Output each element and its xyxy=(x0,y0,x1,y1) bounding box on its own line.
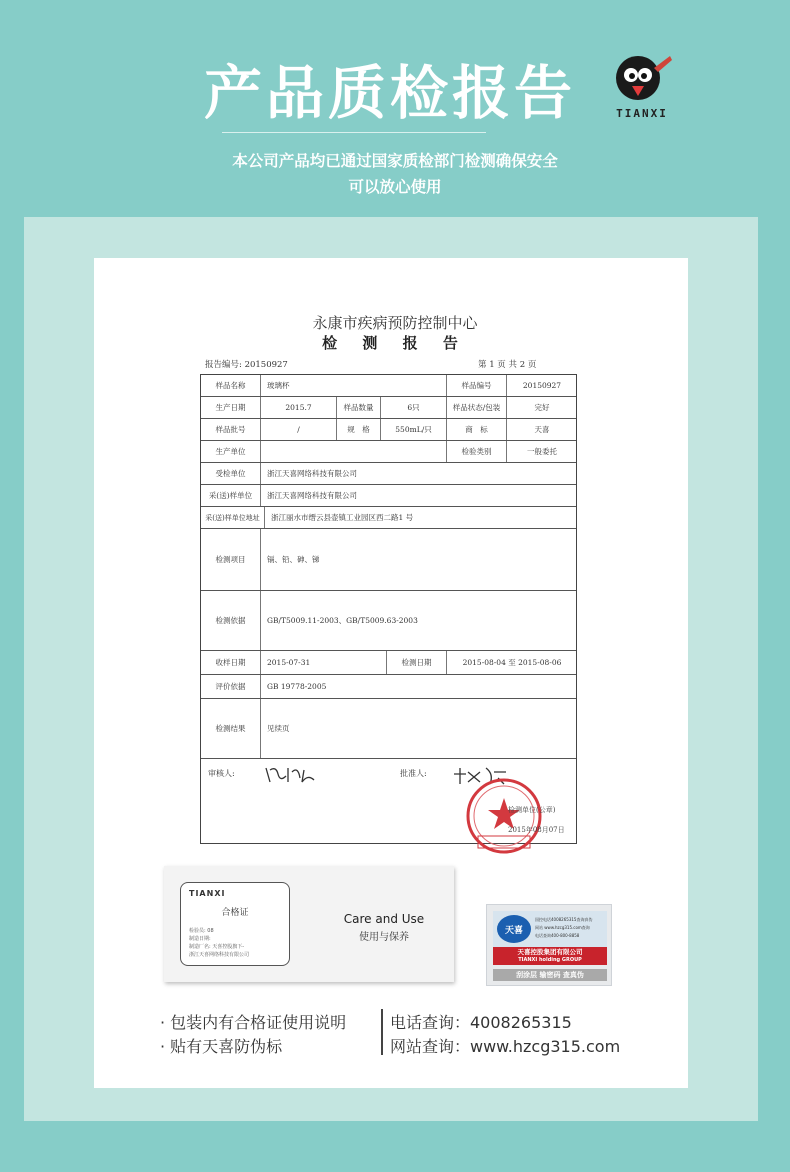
page-subtitle xyxy=(0,148,790,200)
table-cell-value: 6只 xyxy=(381,397,447,418)
brand-logo-text: TIANXI xyxy=(616,107,668,120)
table-cell-label: 样品状态/包装 xyxy=(447,397,507,418)
table-cell-value: 2015-07-31 xyxy=(261,651,387,674)
care-use-title-cn: 使用与保养 xyxy=(359,932,409,943)
table-row xyxy=(201,397,576,419)
table-cell-value: 550mL/只 xyxy=(381,419,447,440)
footer-website: 网站查询：www.hzcg315.com xyxy=(390,1037,621,1056)
table-cell-label: 收样日期 xyxy=(201,651,261,674)
table-cell-value: 一般委托 xyxy=(527,447,557,456)
table-cell-label: 评价依据 xyxy=(201,675,261,698)
brand-logo xyxy=(592,50,692,120)
report-title: 检 测 报 告 xyxy=(322,334,468,352)
footer-note-2: · 贴有天喜防伪标 xyxy=(160,1037,283,1056)
table-cell-label: 生产单位 xyxy=(201,441,261,462)
label-top-panel xyxy=(493,911,607,947)
table-cell-value: 镉、铅、砷、锑 xyxy=(267,555,320,564)
table-cell-value: 天喜 xyxy=(534,425,550,434)
footer-phone: 电话查询：4008265315 xyxy=(390,1013,572,1032)
label-badge: 天喜 xyxy=(497,915,531,943)
approver-label: 批准人: xyxy=(400,769,427,778)
footer-note-1: · 包装内有合格证使用说明 xyxy=(160,1013,347,1032)
table-row xyxy=(201,591,576,651)
table-cell-label: 样品批号 xyxy=(201,419,261,440)
reviewer-label: 审核人: xyxy=(208,769,235,778)
certificate-line: 检验员: 08 xyxy=(189,928,214,934)
table-row xyxy=(201,375,576,397)
certificate-line: 制造日期: xyxy=(189,936,211,942)
table-row xyxy=(201,699,576,759)
footer-divider xyxy=(381,1009,383,1055)
table-cell-value: 2015.7 xyxy=(261,397,337,418)
table-cell-value xyxy=(261,441,447,462)
table-row xyxy=(201,675,576,699)
page-title: 产品质检报告 xyxy=(203,59,576,127)
table-row xyxy=(201,441,576,463)
label-company-cn: 天喜控股集团有限公司 xyxy=(517,948,583,956)
certificate-brand: TIANXI xyxy=(189,889,226,898)
table-cell-value: 20150927 xyxy=(522,381,562,390)
table-row xyxy=(201,651,576,675)
table-cell-value: GB 19778-2005 xyxy=(267,682,327,691)
table-cell-label: 检验类别 xyxy=(447,441,507,462)
table-cell-value: 完好 xyxy=(534,403,550,412)
label-scratch-strip: 刮涂层 输密码 查真伪 xyxy=(493,969,607,981)
table-cell-label: 生产日期 xyxy=(201,397,261,418)
subtitle-line-1: 本公司产品均已通过国家质检部门检测确保安全 xyxy=(232,152,558,170)
stamp-caption: 检测单位(公章) xyxy=(508,806,556,814)
label-company-en: TIANXI holding GROUP xyxy=(518,957,582,963)
label-line: 国控电话4008265315查询真伪 xyxy=(535,917,593,922)
table-cell-label: 样品数量 xyxy=(337,397,381,418)
table-cell-label: 样品名称 xyxy=(201,375,261,396)
reviewer-signature xyxy=(262,762,322,786)
table-row xyxy=(201,529,576,591)
table-cell-value: / xyxy=(261,419,337,440)
table-cell-label: 检测项目 xyxy=(201,529,261,590)
table-cell-value: 浙江天喜网络科技有限公司 xyxy=(267,469,357,478)
table-cell-label: 商 标 xyxy=(447,419,507,440)
table-cell-label: 检测结果 xyxy=(201,699,261,758)
official-seal xyxy=(456,776,552,856)
label-line: 电话查询400-800-8858 xyxy=(535,933,580,938)
table-row xyxy=(201,419,576,441)
label-line: 网站 www.hzcg315.com查询 xyxy=(535,925,590,930)
report-organization: 永康市疾病预防控制中心 xyxy=(312,314,478,332)
table-cell-label: 规 格 xyxy=(337,419,381,440)
certificate-inner-box xyxy=(180,882,290,966)
anti-counterfeit-label xyxy=(486,904,612,986)
table-row xyxy=(201,485,576,507)
care-use-title-en: Care and Use xyxy=(343,912,425,926)
subtitle-line-2: 可以放心使用 xyxy=(348,178,442,196)
table-cell-label: 采(送)样单位 xyxy=(201,485,261,506)
table-cell-value: 2015-08-04 至 2015-08-06 xyxy=(462,658,562,667)
table-cell-label: 受检单位 xyxy=(201,463,261,484)
header-divider xyxy=(222,132,486,133)
table-cell-label: 样品编号 xyxy=(447,375,507,396)
certificate-card xyxy=(164,866,454,982)
certificate-title: 合格证 xyxy=(221,908,249,918)
table-row xyxy=(201,463,576,485)
report-number: 报告编号: 20150927 xyxy=(205,360,288,370)
label-company-band xyxy=(493,947,607,965)
table-cell-value: 见续页 xyxy=(267,724,290,733)
certificate-line: 制造厂名: 天喜控股旗下- xyxy=(189,944,245,950)
table-cell-label: 采(送)样单位地址 xyxy=(201,507,265,528)
table-cell-value: 浙江天喜网络科技有限公司 xyxy=(267,491,357,500)
report-table xyxy=(200,374,577,844)
stamp-date: 2015年08月07日 xyxy=(508,826,565,834)
table-cell-value: GB/T5009.11-2003、GB/T5009.63-2003 xyxy=(267,616,418,625)
table-cell-value: 玻璃杯 xyxy=(261,375,447,396)
table-cell-value: 浙江丽水市缙云县壶镇工业园区西二路1 号 xyxy=(271,513,414,522)
table-cell-label: 检测日期 xyxy=(387,651,447,674)
penguin-mascot-icon xyxy=(592,50,692,106)
table-row xyxy=(201,507,576,529)
table-cell-label: 检测依据 xyxy=(201,591,261,650)
report-page-info: 第 1 页 共 2 页 xyxy=(478,360,537,370)
certificate-line: 浙江天喜网络科技有限公司 xyxy=(189,952,250,958)
